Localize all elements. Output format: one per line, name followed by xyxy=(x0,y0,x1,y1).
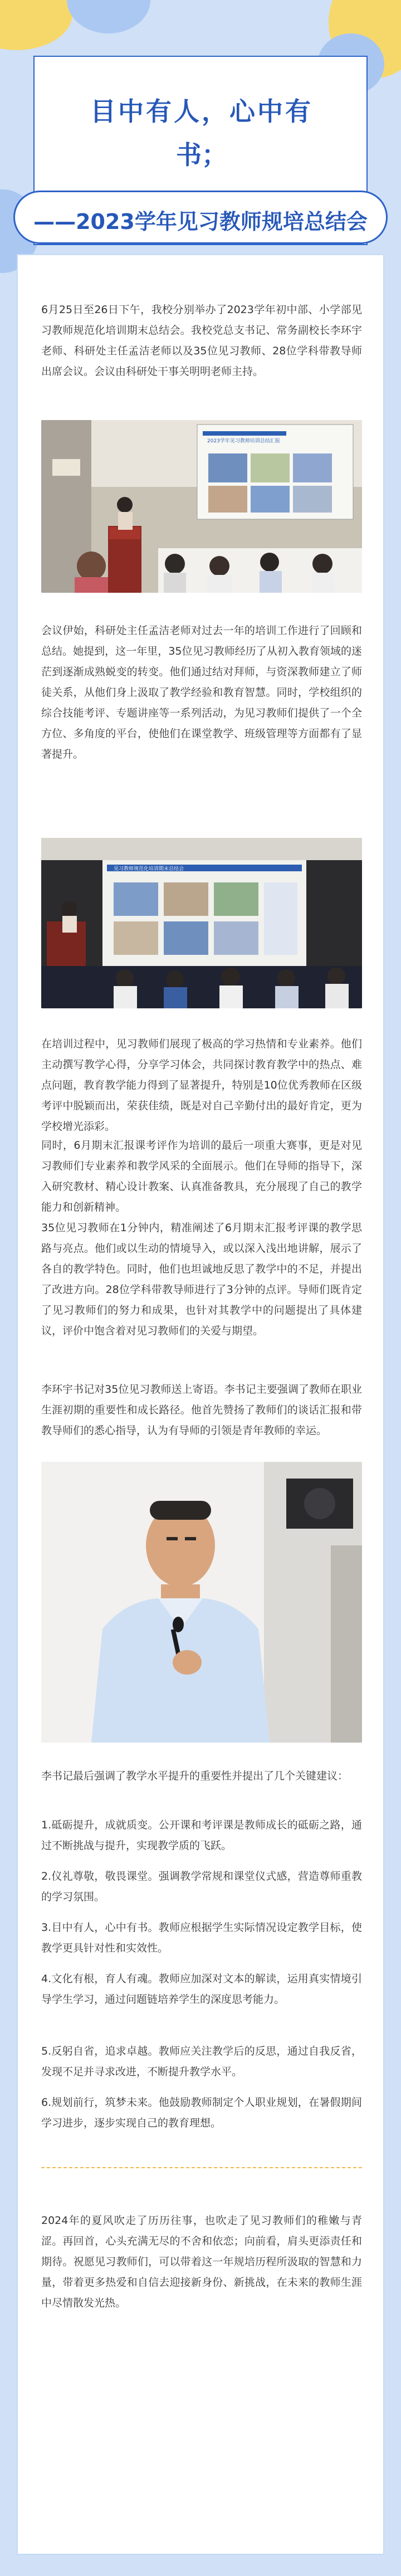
paragraph: 2024年的夏风吹走了历历往事，也吹走了见习教师们的稚嫩与青涩。再回首，心头充满无尽的不舍和依恋；向前看，肩头更添责任和期待。祝愿见习教师们，可以带着这一年规培历程所汲取的智慧和力量，带着更多热爱和自信去迎接新身份、新挑战，在未来的教师生涯中尽情散发光热。 xyxy=(41,2214,362,2309)
paragraph: 3.目中有人，心中有书。教师应根据学生实际情况设定教学目标，使教学更具针对性和实效性。 xyxy=(41,1921,362,1954)
subtitle-pill xyxy=(13,191,388,244)
paragraph: 1.砥砺提升，成就质变。公开课和考评课是教师成长的砥砺之路，通过不断挑战与提升，实现教学质的飞跃。 xyxy=(41,1819,362,1852)
paragraph: 4.文化有根，育人有魂。教师应加深对文本的解读，运用真实情境引导学生学习，通过问题链培养学生的深度思考能力。 xyxy=(41,1973,362,2006)
paragraph: 李环宇书记对35位见习教师送上寄语。李书记主要强调了教师在职业生涯初期的重要性和成长路径。他首先赞扬了教师们的谈话汇报和带教导师们的悉心指导，认为有导师的引领是青年教师的幸运。 xyxy=(41,1383,362,1437)
page-subtitle: ——2023学年见习教师规培总结会 xyxy=(33,209,368,234)
slide-title: 2023学年见习教师培训总结汇报 xyxy=(207,438,280,444)
page-title-line1: 目中有人，心中有 xyxy=(90,96,313,126)
paragraph: 会议伊始，科研处主任孟洁老师对过去一年的培训工作进行了回顾和总结。她提到，这一年里，35位见习教师经历了从初入教育领域的迷茫到逐渐成熟蜕变的转变。他们通过结对拜师，与资深教师建立了师徒关系，从他们身上汲取了教学经验和教育智慧。同时，学校组织的综合技能考评、专题讲座等一系列活动，为见习教师们提供了一个全方位、多角度的平台，使他们在课堂教学、班级管理等方面都有了显著提升。 xyxy=(41,625,362,760)
photo-speaker xyxy=(41,1462,362,1743)
paragraph: 2.仪礼尊敬，敬畏课堂。强调教学常规和课堂仪式感，营造尊师重教的学习氛围。 xyxy=(41,1870,362,1903)
paragraph: 35位见习教师在1分钟内，精准阐述了6月期末汇报考评课的教学思路与亮点。他们或以生动的情境导入，或以深入浅出地讲解，展示了各自的教学特色。同时，他们也坦诚地反思了教学中的不足，并提出了改进方向。28位学科带教导师进行了3分钟的点评。导师们既肯定了见习教师们的努力和成果，也针对其教学中的问题提出了具体建议，评价中饱含着对见习教师们的关爱与期望。 xyxy=(41,1222,362,1337)
page-title-line2: 书； xyxy=(176,140,227,170)
paragraph: 李书记最后强调了教学水平提升的重要性并提出了几个关键建议： xyxy=(41,1770,349,1782)
slide-title: 见习教师规范化培训期末总结会 xyxy=(114,866,184,872)
paragraph: 6.规划前行，筑梦未来。他鼓励教师制定个人职业规划，在暑假期间学习进步，逐步实现自己的教育理想。 xyxy=(41,2096,362,2129)
photo-stage-screen xyxy=(41,838,362,1008)
decor-blob xyxy=(67,0,150,33)
paragraph: 在培训过程中，见习教师们展现了极高的学习热情和专业素养。他们主动撰写教学心得，分享学习体会，共同探讨教育教学中的热点、难点问题，教育教学能力得到了显著提升，特别是10位优秀教师在区级考评中脱颖而出，荣获佳绩，既是对自己辛勤付出的最好肯定，更为学校增光添彩。 xyxy=(41,1038,362,1133)
photo-meeting-room xyxy=(41,420,362,593)
decor-blob xyxy=(0,0,72,50)
paragraph: 6月25日至26日下午，我校分别举办了2023学年初中部、小学部见习教师规范化培训期末总结会。我校党总支书记、常务副校长李环宇老师、科研处主任孟洁老师以及35位见习教师、28位学科带教导师出席会议。会议由科研处干事关明明老师主持。 xyxy=(41,304,362,378)
paragraph: 同时，6月期末汇报课考评作为培训的最后一项重大赛事，更是对见习教师们专业素养和教学风采的全面展示。他们在导师的指导下，深入研究教材、精心设计教案、认真准备教具，充分展现了自己的教学能力和创新精神。 xyxy=(41,1139,362,1213)
divider xyxy=(41,2167,362,2168)
paragraph: 5.反躬自省，追求卓越。教师应关注教学后的反思，通过自我反省，发现不足并寻求改进，不断提升教学水平。 xyxy=(41,2045,362,2078)
article-card xyxy=(17,254,384,2555)
